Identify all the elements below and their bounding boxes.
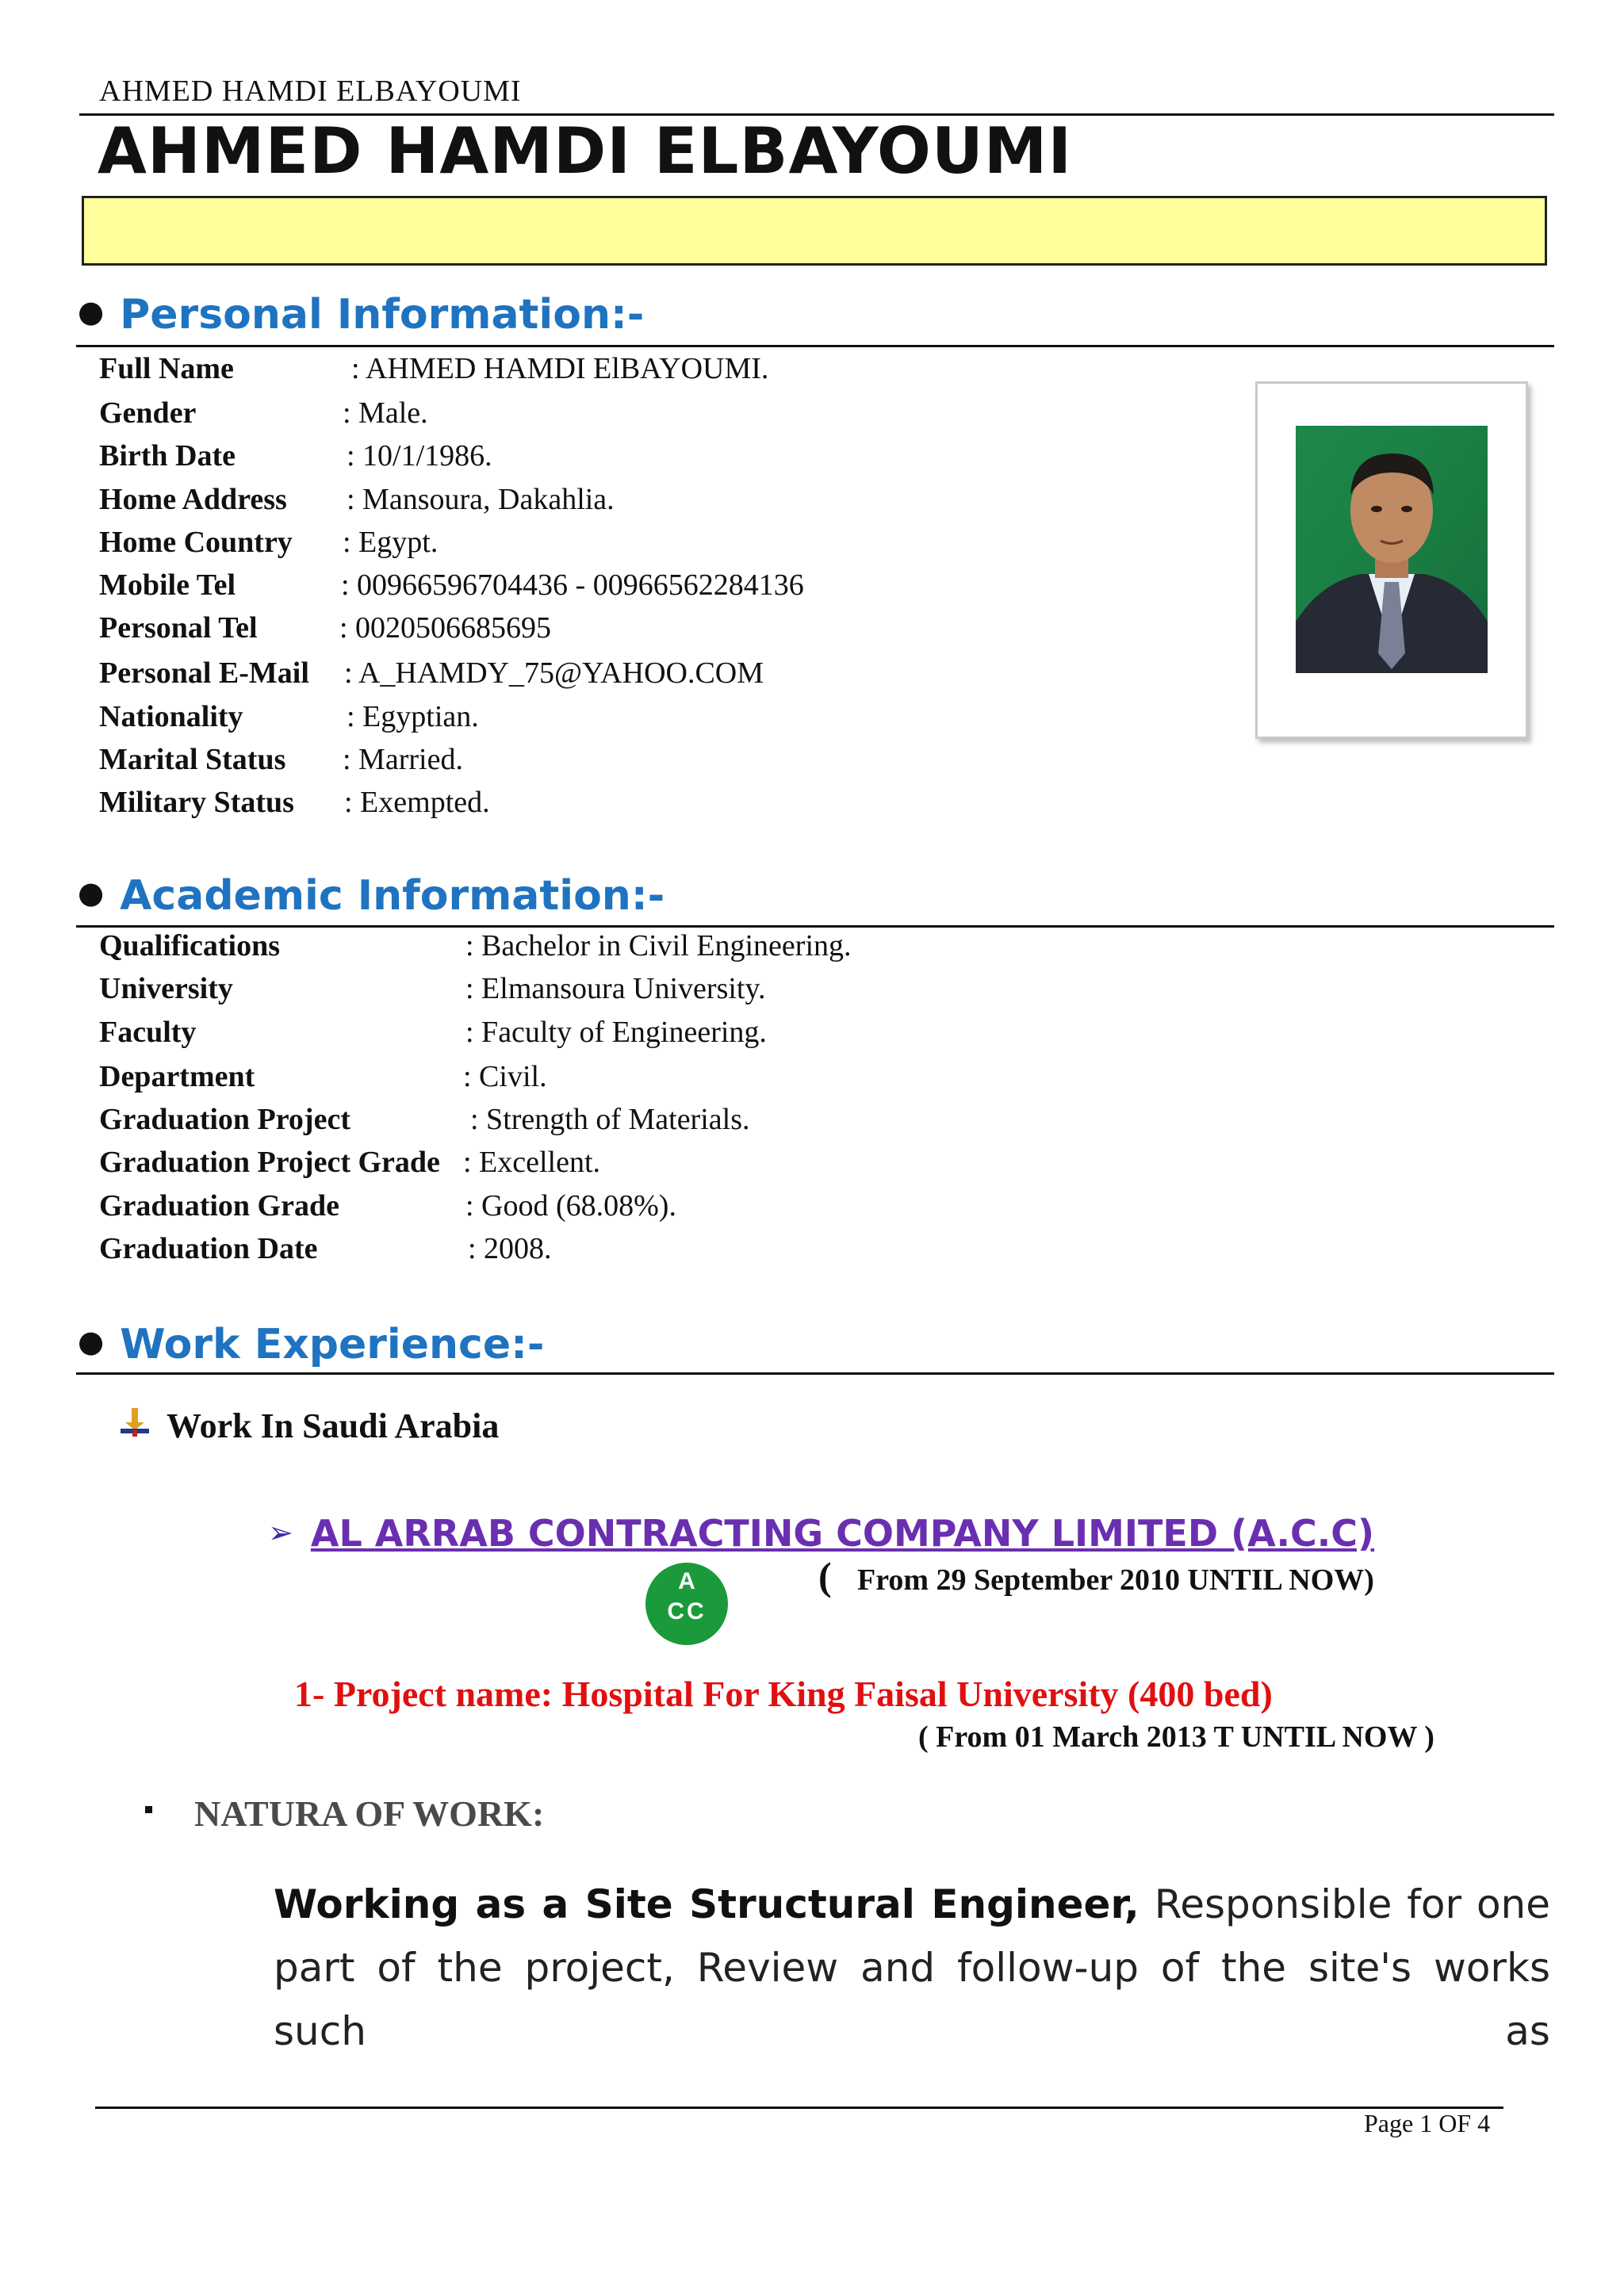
company-period: From 29 September 2010 UNTIL NOW) [857, 1563, 1374, 1597]
section-divider [76, 1372, 1554, 1375]
page-number: Page 1 OF 4 [1364, 2109, 1491, 2137]
section-divider [76, 345, 1554, 347]
department-value: : Civil. [463, 1060, 547, 1093]
academic-info-heading-text: Academic Information:- [120, 872, 665, 920]
mobile-tel-label: Mobile Tel [99, 568, 236, 602]
home-address-label: Home Address [99, 483, 287, 516]
graduation-project-value: : Strength of Materials. [470, 1103, 750, 1136]
arrowhead-bullet-icon: ➢ [268, 1515, 293, 1550]
university-label: University [99, 972, 233, 1005]
home-country-label: Home Country [99, 526, 293, 559]
military-status-label: Military Status [99, 786, 294, 819]
bullet-icon: ● [78, 875, 105, 910]
graduation-grade-value: : Good (68.08%). [465, 1189, 676, 1223]
bullet-icon: ● [78, 294, 105, 329]
faculty-label: Faculty [99, 1016, 197, 1049]
home-address-value: : Mansoura, Dakahlia. [347, 483, 615, 516]
department-label: Department [99, 1060, 255, 1093]
company-name: AL ARRAB CONTRACTING COMPANY LIMITED (A.C.C) [310, 1512, 1375, 1555]
birth-date-label: Birth Date [99, 439, 236, 473]
work-description [274, 1873, 1550, 2063]
profile-photo [1255, 381, 1528, 739]
marital-status-label: Marital Status [99, 743, 286, 776]
section-divider [76, 925, 1554, 928]
personal-info-heading-text: Personal Information:- [120, 291, 645, 339]
nationality-label: Nationality [99, 700, 243, 733]
nature-of-work-label: NATURA OF WORK: [194, 1793, 545, 1834]
personal-info-heading [78, 291, 645, 339]
gender-label: Gender [99, 396, 197, 430]
page-title: AHMED HAMDI ELBAYOUMI [98, 114, 1073, 188]
arrow-bullet-icon [119, 1406, 151, 1438]
logo-text-bottom: CC [667, 1598, 707, 1624]
project-title: 1- Project name: Hospital For King Faisal University (400 bed) [294, 1674, 1273, 1714]
project-grade-label: Graduation Project Grade [99, 1146, 440, 1179]
company-name-line [268, 1512, 1374, 1555]
home-country-value: : Egypt. [343, 526, 439, 559]
personal-tel-label: Personal Tel [99, 611, 258, 645]
highlight-box [82, 196, 1547, 266]
full-name-label: Full Name [99, 352, 234, 385]
qualifications-label: Qualifications [99, 929, 281, 962]
project-period: ( From 01 March 2013 T UNTIL NOW ) [918, 1720, 1434, 1754]
company-logo [643, 1560, 730, 1647]
portrait-image [1258, 384, 1526, 737]
bullet-icon: ● [78, 1324, 105, 1359]
birth-date-value: : 10/1/1986. [347, 439, 492, 473]
graduation-date-value: : 2008. [468, 1232, 552, 1265]
work-location-heading: Work In Saudi Arabia [167, 1406, 500, 1445]
email-value: : A_HAMDY_75@YAHOO.COM [344, 656, 764, 690]
square-bullet-icon [145, 1806, 152, 1813]
work-experience-heading [78, 1321, 545, 1368]
graduation-project-label: Graduation Project [99, 1103, 350, 1136]
project-grade-value: : Excellent. [463, 1146, 601, 1179]
nationality-value: : Egyptian. [347, 700, 479, 733]
university-value: : Elmansoura University. [465, 972, 766, 1005]
mobile-tel-value: : 00966596704436 - 00966562284136 [341, 568, 804, 602]
footer-divider [95, 2107, 1503, 2109]
graduation-date-label: Graduation Date [99, 1232, 318, 1265]
marital-status-value: : Married. [343, 743, 463, 776]
qualifications-value: : Bachelor in Civil Engineering. [465, 929, 852, 962]
academic-info-heading [78, 872, 665, 920]
personal-tel-value: : 0020506685695 [339, 611, 552, 645]
faculty-value: : Faculty of Engineering. [465, 1016, 767, 1049]
logo-text-top: A [678, 1568, 695, 1594]
work-description-text: Responsible for one part of the project, Review and follow-up of the site's works such as [274, 1881, 1550, 2054]
gender-value: : Male. [343, 396, 428, 430]
running-header: AHMED HAMDI ELBAYOUMI [99, 75, 522, 108]
period-open-paren: ( [818, 1554, 832, 1598]
work-experience-heading-text: Work Experience:- [120, 1321, 545, 1368]
graduation-grade-label: Graduation Grade [99, 1189, 339, 1223]
work-description-lead: Working as a Site Structural Engineer, [274, 1881, 1139, 1927]
military-status-value: : Exempted. [344, 786, 490, 819]
email-label: Personal E-Mail [99, 656, 309, 690]
full-name-value: : AHMED HAMDI ElBAYOUMI. [351, 352, 769, 385]
